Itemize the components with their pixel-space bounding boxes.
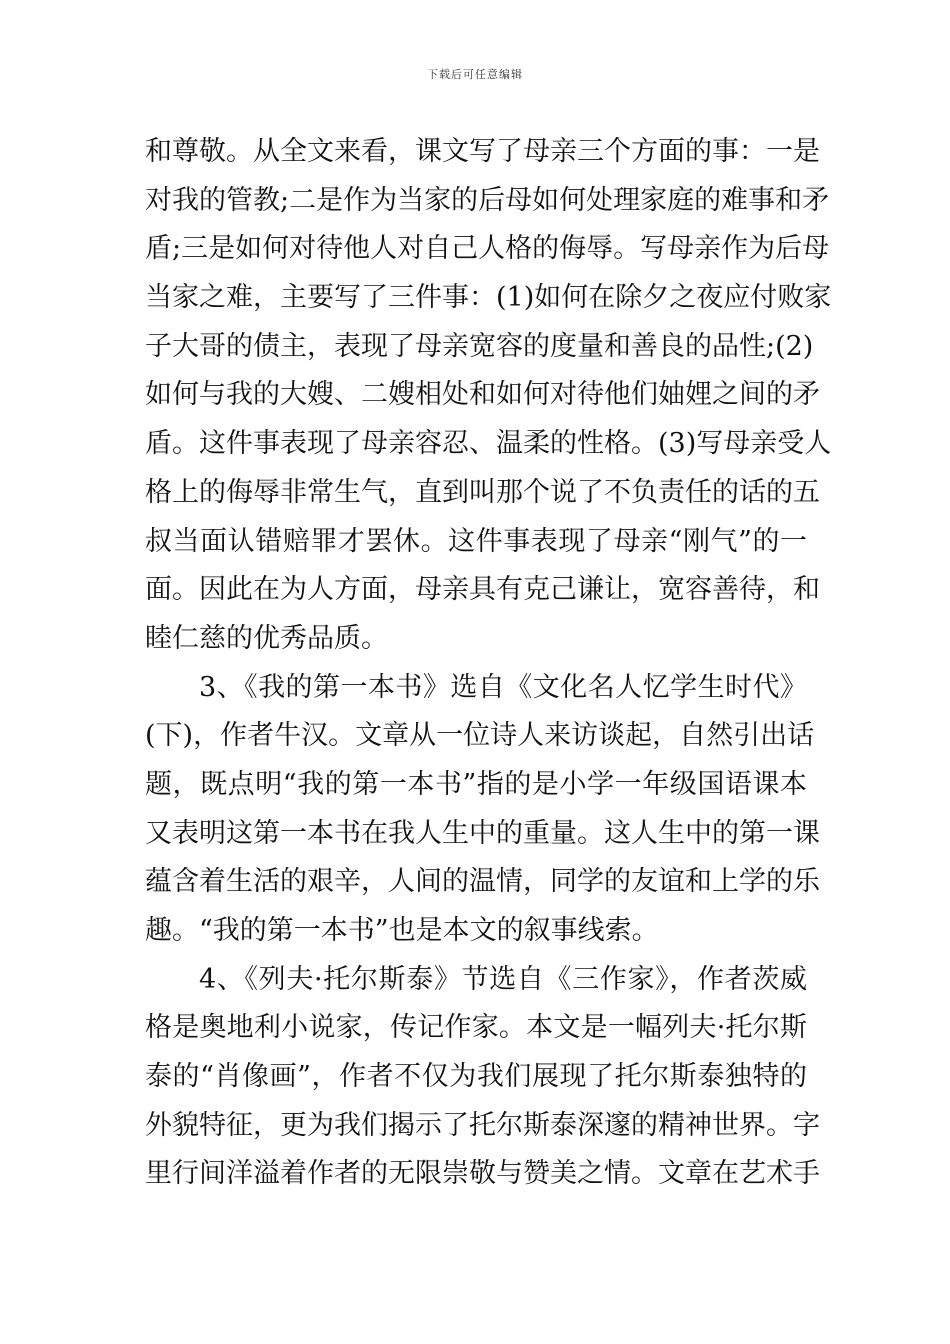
text-line: 泰的“肖像画”，作者不仅为我们展现了托尔斯泰独特的	[145, 1061, 807, 1093]
text-line: 当家之难，主要写了三件事：(1)如何在除夕之夜应付败家	[145, 282, 832, 314]
text-line: 盾;三是如何对待他人对自己人格的侮辱。写母亲作为后母	[145, 233, 830, 265]
text-line: 又表明这第一本书在我人生中的重量。这人生中的第一课	[145, 817, 820, 849]
text-line: 子大哥的债主，表现了母亲宽容的度量和善良的品性;(2)	[145, 330, 814, 362]
text-line: 蕴含着生活的艰辛，人间的温情，同学的友谊和上学的乐	[145, 866, 820, 898]
text-line: 趣。“我的第一本书”也是本文的叙事线索。	[145, 915, 659, 946]
text-line: 对我的管教;二是作为当家的后母如何处理家庭的难事和矛	[145, 184, 830, 216]
text-line: 里行间洋溢着作者的无限崇敬与赞美之情。文章在艺术手	[145, 1158, 820, 1190]
text-line: 盾。这件事表现了母亲容忍、温柔的性格。(3)写母亲受人	[145, 428, 832, 460]
text-line-paragraph-start: 4、《列夫·托尔斯泰》节选自《三作家》，作者茨威	[199, 963, 807, 995]
text-line: (下)，作者牛汉。文章从一位诗人来访谈起，自然引出话	[145, 720, 815, 752]
text-line: 题，既点明“我的第一本书”指的是小学一年级国语课本	[145, 768, 807, 800]
text-line: 和尊敬。从全文来看，课文写了母亲三个方面的事：一是	[145, 136, 820, 167]
text-line: 睦仁慈的优秀品质。	[145, 622, 388, 654]
page-header-note: 下载后可任意编辑	[427, 68, 523, 81]
text-line: 格上的侮辱非常生气，直到叫那个说了不负责任的话的五	[145, 476, 820, 508]
text-line: 外貌特征，更为我们揭示了托尔斯泰深邃的精神世界。字	[145, 1109, 820, 1141]
text-line: 如何与我的大嫂、二嫂相处和如何对待他们妯娌之间的矛	[145, 379, 820, 411]
text-line-paragraph-start: 3、《我的第一本书》选自《文化名人忆学生时代》	[199, 671, 807, 703]
text-line: 叔当面认错赔罪才罢休。这件事表现了母亲“刚气”的一	[145, 525, 807, 557]
document-body	[145, 128, 832, 1199]
text-line: 面。因此在为人方面，母亲具有克己谦让，宽容善待，和	[145, 574, 820, 606]
text-line: 格是奥地利小说家，传记作家。本文是一幅列夫·托尔斯	[145, 1012, 807, 1044]
